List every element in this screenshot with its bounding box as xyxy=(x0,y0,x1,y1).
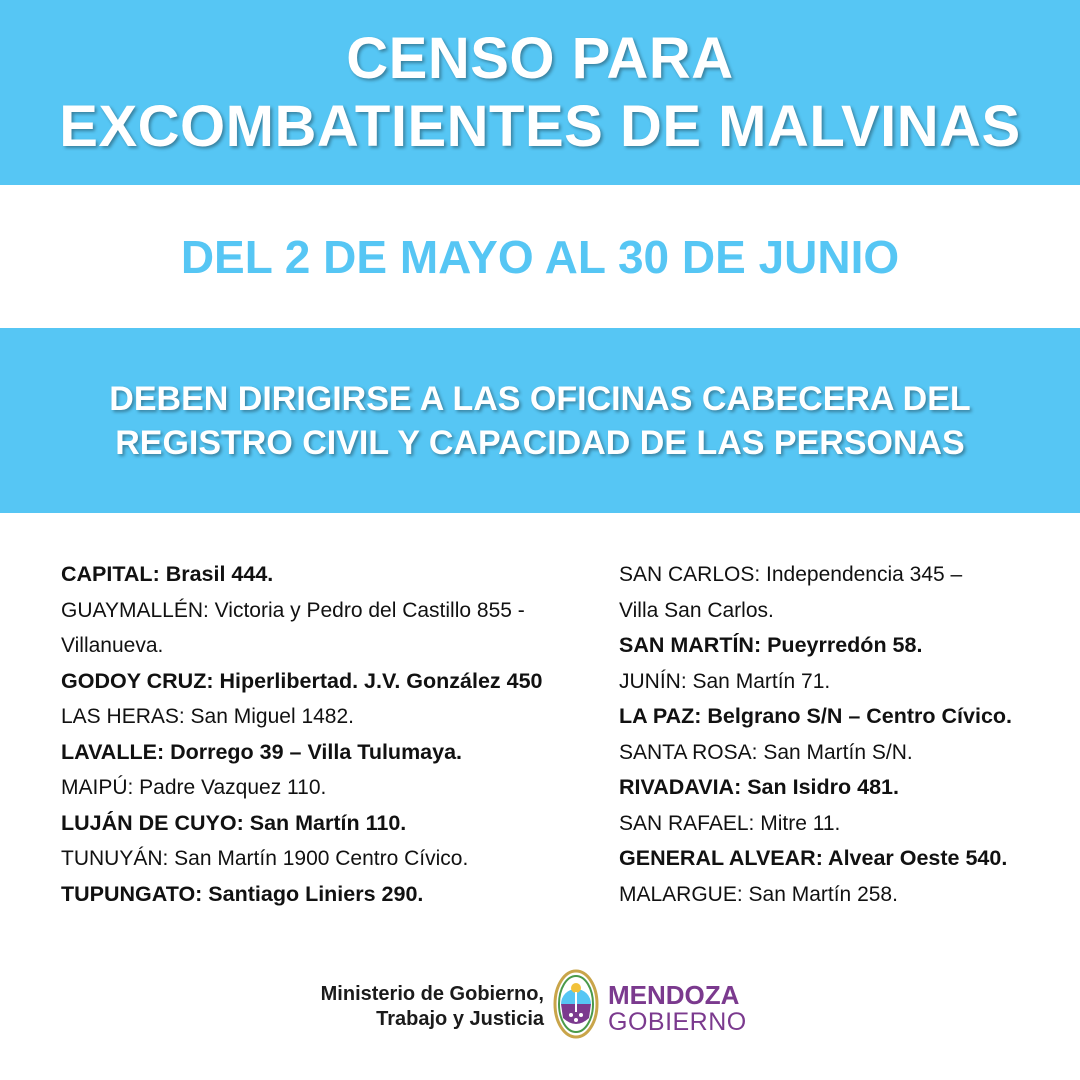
office-entry: SANTA ROSA: San Martín S/N. xyxy=(619,740,913,764)
office-entry: LUJÁN DE CUYO: San Martín 110. xyxy=(61,810,407,835)
office-entry: CAPITAL: Brasil 444. xyxy=(61,562,274,586)
office-entry: JUNÍN: San Martín 71. xyxy=(619,669,831,693)
office-entry: LA PAZ: Belgrano S/N – Centro Cívico. xyxy=(619,704,1013,728)
provincial-coat-of-arms-icon xyxy=(552,968,600,1040)
office-entry: RIVADAVIA: San Isidro 481. xyxy=(619,775,899,799)
office-entry: LAS HERAS: San Miguel 1482. xyxy=(61,705,354,728)
office-entry: SAN RAFAEL: Mitre 11. xyxy=(619,811,841,835)
title-line-2: EXCOMBATIENTES DE MALVINAS xyxy=(59,93,1021,159)
office-entry: TUPUNGATO: Santiago Liniers 290. xyxy=(61,881,424,906)
instruction-band xyxy=(0,328,1080,513)
office-entry: MALARGUE: San Martín 258. xyxy=(619,882,898,906)
office-entry: Villa San Carlos. xyxy=(619,598,774,622)
office-entry: GUAYMALLÉN: Victoria y Pedro del Castillo 855 - xyxy=(61,598,525,622)
title-line-1: CENSO PARA xyxy=(346,25,734,91)
office-entry: GENERAL ALVEAR: Alvear Oeste 540. xyxy=(619,846,1008,870)
office-list-right xyxy=(619,557,1059,912)
office-entry: Villanueva. xyxy=(61,634,164,657)
office-entry: MAIPÚ: Padre Vazquez 110. xyxy=(61,776,327,799)
office-entry: GODOY CRUZ: Hiperlibertad. J.V. González 450 xyxy=(61,668,543,693)
instruction-line-2: REGISTRO CIVIL Y CAPACIDAD DE LAS PERSONAS xyxy=(115,423,965,462)
ministry-line-2: Trabajo y Justicia xyxy=(376,1008,544,1030)
date-range-section xyxy=(0,185,1080,328)
office-entry: TUNUYÁN: San Martín 1900 Centro Cívico. xyxy=(61,847,469,870)
office-entry: LAVALLE: Dorrego 39 – Villa Tulumaya. xyxy=(61,739,463,764)
footer xyxy=(0,968,1080,1040)
brand-line-1: MENDOZA xyxy=(608,980,740,1010)
office-entry: SAN MARTÍN: Pueyrredón 58. xyxy=(619,633,923,657)
ministry-name xyxy=(321,982,544,1032)
office-entry: SAN CARLOS: Independencia 345 – xyxy=(619,563,963,586)
office-list-left xyxy=(61,557,581,912)
instruction-line-1: DEBEN DIRIGIRSE A LAS OFICINAS CABECERA DEL xyxy=(109,379,971,418)
ministry-line-1: Ministerio de Gobierno, xyxy=(320,983,544,1005)
date-range: DEL 2 DE MAYO AL 30 DE JUNIO xyxy=(180,230,900,283)
header-band xyxy=(0,0,1080,185)
brand-line-2: GOBIERNO xyxy=(608,1008,747,1036)
mendoza-gobierno-logo xyxy=(608,982,747,1036)
